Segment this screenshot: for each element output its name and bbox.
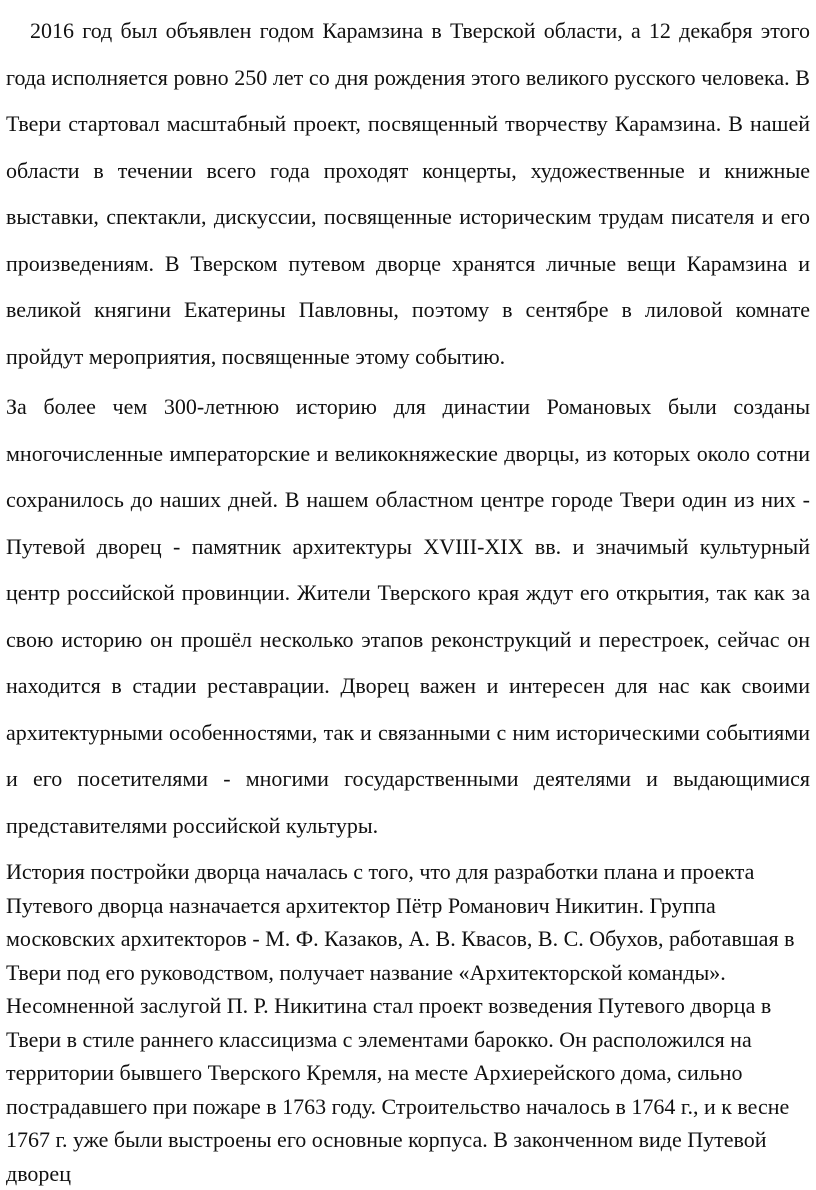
paragraph-romanov-palaces: За более чем 300-летнюю историю для династии Романовых были созданы многочисленные императорские и великокняжеские дворцы, из которых около сотни сохранилось до наших дней. В нашем областном центре городе Твери один из них - Путевой дворец - памятник архитектуры XVIII-XIX вв. и значимый культурный центр российской провинции. Жители Тверского края ждут его открытия, так как за свою историю он прошёл несколько этапов реконструкций и перестроек, сейчас он находится в стадии реставрации. Дворец важен и интересен для нас как своими архитектурными особенностями, так и связанными с ним историческими событиями и его посетителями - многими государственными деятелями и выдающимися представителями российской культуры. xyxy=(6,394,810,838)
paragraph-palace-history: История постройки дворца началась с того, что для разработки плана и проекта Путевого дворца назначается архитектор Пётр Романович Никитин. Группа московских архитекторов - М. Ф. Казаков, А. В. Квасов, В. С. Обухов, работавшая в Твери под его руководством, получает название «Архитекторской команды». Несомненной заслугой П. Р. Никитина стал проект возведения Путевого дворца в Твери в стиле раннего классицизма с элементами барокко. Он расположился на территории бывшего Тверского Кремля, на месте Архиерейского дома, сильно пострадавшего при пожаре в 1763 году. Строительство началось в 1764 г., и к весне 1767 г. уже были выстроены его основные корпуса. В законченном виде Путевой дворец xyxy=(6,859,795,1186)
paragraph-karamzin-year: 2016 год был объявлен годом Карамзина в Тверской области, а 12 декабря этого года исполняется ровно 250 лет со дня рождения этого великого русского человека. В Твери стартовал масштабный проект, посвященный творчеству Карамзина. В нашей области в течении всего года проходят концерты, художественные и книжные выставки, спектакли, дискуссии, посвященные историческим трудам писателя и его произведениям. В Тверском путевом дворце хранятся личные вещи Карамзина и великой княгини Екатерины Павловны, поэтому в сентябре в лиловой комнате пройдут мероприятия, посвященные этому событию. xyxy=(6,18,810,369)
